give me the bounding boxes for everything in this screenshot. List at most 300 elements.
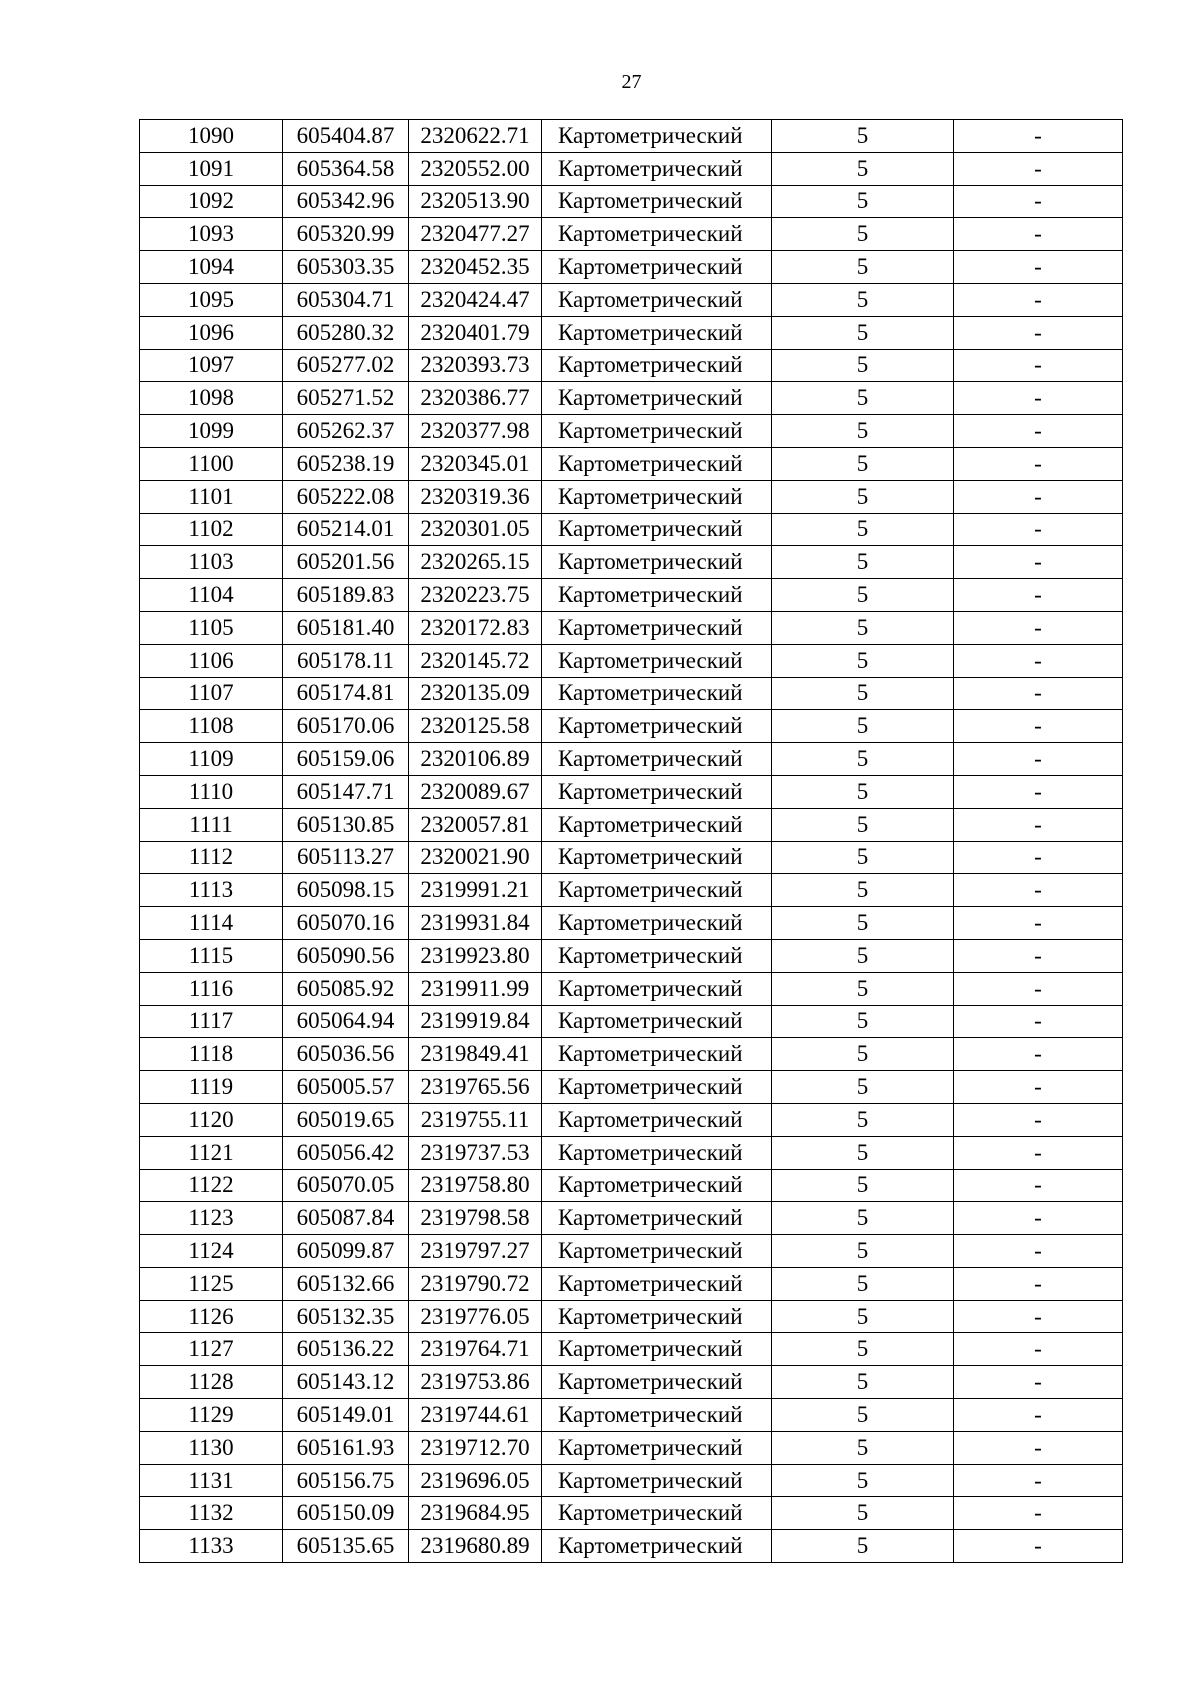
x-coordinate-cell: 605189.83	[283, 579, 409, 612]
accuracy-cell: 5	[772, 251, 954, 284]
accuracy-cell: 5	[772, 874, 954, 907]
accuracy-cell: 5	[772, 283, 954, 316]
accuracy-cell: 5	[772, 907, 954, 940]
x-coordinate-cell: 605005.57	[283, 1071, 409, 1104]
table-row	[140, 1038, 1123, 1071]
method-cell: Картометрический	[542, 447, 772, 480]
y-coordinate-cell: 2320265.15	[409, 546, 542, 579]
method-cell: Картометрический	[542, 1235, 772, 1268]
y-coordinate-cell: 2320125.58	[409, 710, 542, 743]
method-cell: Картометрический	[542, 743, 772, 776]
y-coordinate-cell: 2319712.70	[409, 1431, 542, 1464]
note-cell: -	[954, 743, 1123, 776]
accuracy-cell: 5	[772, 447, 954, 480]
method-cell: Картометрический	[542, 251, 772, 284]
method-cell: Картометрический	[542, 710, 772, 743]
x-coordinate-cell: 605113.27	[283, 841, 409, 874]
table-row	[140, 1300, 1123, 1333]
point-number-cell: 1101	[140, 480, 283, 513]
y-coordinate-cell: 2320301.05	[409, 513, 542, 546]
x-coordinate-cell: 605098.15	[283, 874, 409, 907]
y-coordinate-cell: 2320021.90	[409, 841, 542, 874]
point-number-cell: 1131	[140, 1464, 283, 1497]
accuracy-cell: 5	[772, 808, 954, 841]
y-coordinate-cell: 2319923.80	[409, 939, 542, 972]
point-number-cell: 1115	[140, 939, 283, 972]
note-cell: -	[954, 1103, 1123, 1136]
accuracy-cell: 5	[772, 1136, 954, 1169]
note-cell: -	[954, 185, 1123, 218]
y-coordinate-cell: 2319919.84	[409, 1005, 542, 1038]
method-cell: Картометрический	[542, 972, 772, 1005]
method-cell: Картометрический	[542, 907, 772, 940]
method-cell: Картометрический	[542, 513, 772, 546]
x-coordinate-cell: 605178.11	[283, 644, 409, 677]
note-cell: -	[954, 1530, 1123, 1563]
accuracy-cell: 5	[772, 1366, 954, 1399]
table-row	[140, 1267, 1123, 1300]
x-coordinate-cell: 605136.22	[283, 1333, 409, 1366]
table-row	[140, 1202, 1123, 1235]
accuracy-cell: 5	[772, 382, 954, 415]
table-row	[140, 939, 1123, 972]
accuracy-cell: 5	[772, 775, 954, 808]
y-coordinate-cell: 2320477.27	[409, 218, 542, 251]
point-number-cell: 1103	[140, 546, 283, 579]
point-number-cell: 1094	[140, 251, 283, 284]
point-number-cell: 1114	[140, 907, 283, 940]
method-cell: Картометрический	[542, 677, 772, 710]
method-cell: Картометрический	[542, 283, 772, 316]
method-cell: Картометрический	[542, 1399, 772, 1432]
accuracy-cell: 5	[772, 1267, 954, 1300]
y-coordinate-cell: 2319755.11	[409, 1103, 542, 1136]
accuracy-cell: 5	[772, 1333, 954, 1366]
point-number-cell: 1098	[140, 382, 283, 415]
point-number-cell: 1127	[140, 1333, 283, 1366]
note-cell: -	[954, 1235, 1123, 1268]
point-number-cell: 1129	[140, 1399, 283, 1432]
point-number-cell: 1097	[140, 349, 283, 382]
x-coordinate-cell: 605342.96	[283, 185, 409, 218]
x-coordinate-cell: 605150.09	[283, 1497, 409, 1530]
x-coordinate-cell: 605019.65	[283, 1103, 409, 1136]
note-cell: -	[954, 1202, 1123, 1235]
y-coordinate-cell: 2320401.79	[409, 316, 542, 349]
point-number-cell: 1092	[140, 185, 283, 218]
table-row	[140, 251, 1123, 284]
note-cell: -	[954, 579, 1123, 612]
y-coordinate-cell: 2319797.27	[409, 1235, 542, 1268]
table-row	[140, 710, 1123, 743]
accuracy-cell: 5	[772, 349, 954, 382]
method-cell: Картометрический	[542, 1497, 772, 1530]
accuracy-cell: 5	[772, 710, 954, 743]
method-cell: Картометрический	[542, 546, 772, 579]
table-row	[140, 644, 1123, 677]
x-coordinate-cell: 605149.01	[283, 1399, 409, 1432]
y-coordinate-cell: 2320386.77	[409, 382, 542, 415]
y-coordinate-cell: 2319798.58	[409, 1202, 542, 1235]
method-cell: Картометрический	[542, 1431, 772, 1464]
x-coordinate-cell: 605132.66	[283, 1267, 409, 1300]
x-coordinate-cell: 605147.71	[283, 775, 409, 808]
method-cell: Картометрический	[542, 1005, 772, 1038]
y-coordinate-cell: 2319849.41	[409, 1038, 542, 1071]
point-number-cell: 1117	[140, 1005, 283, 1038]
note-cell: -	[954, 1399, 1123, 1432]
x-coordinate-cell: 605320.99	[283, 218, 409, 251]
table-row	[140, 808, 1123, 841]
accuracy-cell: 5	[772, 1530, 954, 1563]
method-cell: Картометрический	[542, 579, 772, 612]
point-number-cell: 1112	[140, 841, 283, 874]
accuracy-cell: 5	[772, 743, 954, 776]
note-cell: -	[954, 808, 1123, 841]
note-cell: -	[954, 1464, 1123, 1497]
note-cell: -	[954, 251, 1123, 284]
point-number-cell: 1126	[140, 1300, 283, 1333]
x-coordinate-cell: 605156.75	[283, 1464, 409, 1497]
table-row	[140, 513, 1123, 546]
method-cell: Картометрический	[542, 1333, 772, 1366]
method-cell: Картометрический	[542, 841, 772, 874]
point-number-cell: 1119	[140, 1071, 283, 1104]
accuracy-cell: 5	[772, 1431, 954, 1464]
method-cell: Картометрический	[542, 1464, 772, 1497]
note-cell: -	[954, 874, 1123, 907]
x-coordinate-cell: 605064.94	[283, 1005, 409, 1038]
point-number-cell: 1106	[140, 644, 283, 677]
coordinates-table-body	[140, 120, 1123, 1563]
note-cell: -	[954, 1071, 1123, 1104]
method-cell: Картометрический	[542, 1071, 772, 1104]
y-coordinate-cell: 2319753.86	[409, 1366, 542, 1399]
x-coordinate-cell: 605132.35	[283, 1300, 409, 1333]
note-cell: -	[954, 1431, 1123, 1464]
x-coordinate-cell: 605170.06	[283, 710, 409, 743]
method-cell: Картометрический	[542, 415, 772, 448]
point-number-cell: 1121	[140, 1136, 283, 1169]
accuracy-cell: 5	[772, 579, 954, 612]
table-row	[140, 677, 1123, 710]
x-coordinate-cell: 605271.52	[283, 382, 409, 415]
x-coordinate-cell: 605161.93	[283, 1431, 409, 1464]
note-cell: -	[954, 1300, 1123, 1333]
x-coordinate-cell: 605130.85	[283, 808, 409, 841]
y-coordinate-cell: 2319931.84	[409, 907, 542, 940]
table-row	[140, 907, 1123, 940]
point-number-cell: 1090	[140, 120, 283, 153]
x-coordinate-cell: 605070.05	[283, 1169, 409, 1202]
table-row	[140, 1333, 1123, 1366]
x-coordinate-cell: 605099.87	[283, 1235, 409, 1268]
x-coordinate-cell: 605280.32	[283, 316, 409, 349]
y-coordinate-cell: 2319911.99	[409, 972, 542, 1005]
accuracy-cell: 5	[772, 415, 954, 448]
point-number-cell: 1110	[140, 775, 283, 808]
method-cell: Картометрический	[542, 120, 772, 153]
note-cell: -	[954, 644, 1123, 677]
y-coordinate-cell: 2320345.01	[409, 447, 542, 480]
method-cell: Картометрический	[542, 349, 772, 382]
accuracy-cell: 5	[772, 1169, 954, 1202]
method-cell: Картометрический	[542, 775, 772, 808]
x-coordinate-cell: 605174.81	[283, 677, 409, 710]
method-cell: Картометрический	[542, 1136, 772, 1169]
x-coordinate-cell: 605222.08	[283, 480, 409, 513]
point-number-cell: 1099	[140, 415, 283, 448]
y-coordinate-cell: 2320622.71	[409, 120, 542, 153]
point-number-cell: 1124	[140, 1235, 283, 1268]
note-cell: -	[954, 1169, 1123, 1202]
note-cell: -	[954, 152, 1123, 185]
x-coordinate-cell: 605085.92	[283, 972, 409, 1005]
y-coordinate-cell: 2319776.05	[409, 1300, 542, 1333]
point-number-cell: 1116	[140, 972, 283, 1005]
note-cell: -	[954, 480, 1123, 513]
method-cell: Картометрический	[542, 480, 772, 513]
y-coordinate-cell: 2319758.80	[409, 1169, 542, 1202]
table-row	[140, 120, 1123, 153]
note-cell: -	[954, 349, 1123, 382]
method-cell: Картометрический	[542, 152, 772, 185]
y-coordinate-cell: 2320452.35	[409, 251, 542, 284]
y-coordinate-cell: 2319991.21	[409, 874, 542, 907]
accuracy-cell: 5	[772, 972, 954, 1005]
note-cell: -	[954, 316, 1123, 349]
x-coordinate-cell: 605201.56	[283, 546, 409, 579]
table-row	[140, 874, 1123, 907]
accuracy-cell: 5	[772, 611, 954, 644]
y-coordinate-cell: 2319684.95	[409, 1497, 542, 1530]
note-cell: -	[954, 513, 1123, 546]
note-cell: -	[954, 710, 1123, 743]
x-coordinate-cell: 605143.12	[283, 1366, 409, 1399]
y-coordinate-cell: 2319696.05	[409, 1464, 542, 1497]
y-coordinate-cell: 2319744.61	[409, 1399, 542, 1432]
method-cell: Картометрический	[542, 185, 772, 218]
x-coordinate-cell: 605070.16	[283, 907, 409, 940]
point-number-cell: 1100	[140, 447, 283, 480]
table-row	[140, 447, 1123, 480]
point-number-cell: 1102	[140, 513, 283, 546]
note-cell: -	[954, 1497, 1123, 1530]
table-row	[140, 1071, 1123, 1104]
method-cell: Картометрический	[542, 1202, 772, 1235]
table-row	[140, 218, 1123, 251]
x-coordinate-cell: 605364.58	[283, 152, 409, 185]
point-number-cell: 1108	[140, 710, 283, 743]
point-number-cell: 1093	[140, 218, 283, 251]
table-row	[140, 1366, 1123, 1399]
note-cell: -	[954, 1005, 1123, 1038]
point-number-cell: 1128	[140, 1366, 283, 1399]
accuracy-cell: 5	[772, 316, 954, 349]
y-coordinate-cell: 2320393.73	[409, 349, 542, 382]
note-cell: -	[954, 546, 1123, 579]
x-coordinate-cell: 605304.71	[283, 283, 409, 316]
point-number-cell: 1125	[140, 1267, 283, 1300]
table-row	[140, 283, 1123, 316]
y-coordinate-cell: 2320552.00	[409, 152, 542, 185]
note-cell: -	[954, 1366, 1123, 1399]
y-coordinate-cell: 2320377.98	[409, 415, 542, 448]
y-coordinate-cell: 2320424.47	[409, 283, 542, 316]
note-cell: -	[954, 1136, 1123, 1169]
y-coordinate-cell: 2320106.89	[409, 743, 542, 776]
accuracy-cell: 5	[772, 185, 954, 218]
accuracy-cell: 5	[772, 1235, 954, 1268]
method-cell: Картометрический	[542, 1267, 772, 1300]
note-cell: -	[954, 415, 1123, 448]
note-cell: -	[954, 939, 1123, 972]
note-cell: -	[954, 841, 1123, 874]
accuracy-cell: 5	[772, 218, 954, 251]
table-row	[140, 316, 1123, 349]
page-number: 27	[621, 71, 642, 93]
table-row	[140, 1497, 1123, 1530]
accuracy-cell: 5	[772, 152, 954, 185]
x-coordinate-cell: 605404.87	[283, 120, 409, 153]
accuracy-cell: 5	[772, 939, 954, 972]
coordinates-table	[139, 119, 1123, 1563]
table-row	[140, 415, 1123, 448]
note-cell: -	[954, 677, 1123, 710]
table-row	[140, 185, 1123, 218]
accuracy-cell: 5	[772, 1038, 954, 1071]
accuracy-cell: 5	[772, 1202, 954, 1235]
accuracy-cell: 5	[772, 841, 954, 874]
method-cell: Картометрический	[542, 1103, 772, 1136]
note-cell: -	[954, 218, 1123, 251]
table-row	[140, 1235, 1123, 1268]
accuracy-cell: 5	[772, 1464, 954, 1497]
y-coordinate-cell: 2320223.75	[409, 579, 542, 612]
point-number-cell: 1118	[140, 1038, 283, 1071]
x-coordinate-cell: 605277.02	[283, 349, 409, 382]
note-cell: -	[954, 611, 1123, 644]
accuracy-cell: 5	[772, 1300, 954, 1333]
note-cell: -	[954, 907, 1123, 940]
x-coordinate-cell: 605159.06	[283, 743, 409, 776]
point-number-cell: 1122	[140, 1169, 283, 1202]
table-row	[140, 480, 1123, 513]
method-cell: Картометрический	[542, 316, 772, 349]
point-number-cell: 1107	[140, 677, 283, 710]
method-cell: Картометрический	[542, 1530, 772, 1563]
y-coordinate-cell: 2319764.71	[409, 1333, 542, 1366]
accuracy-cell: 5	[772, 677, 954, 710]
accuracy-cell: 5	[772, 546, 954, 579]
x-coordinate-cell: 605214.01	[283, 513, 409, 546]
x-coordinate-cell: 605087.84	[283, 1202, 409, 1235]
y-coordinate-cell: 2320172.83	[409, 611, 542, 644]
table-row	[140, 1005, 1123, 1038]
note-cell: -	[954, 382, 1123, 415]
accuracy-cell: 5	[772, 513, 954, 546]
table-row	[140, 152, 1123, 185]
table-row	[140, 1530, 1123, 1563]
y-coordinate-cell: 2320057.81	[409, 808, 542, 841]
x-coordinate-cell: 605036.56	[283, 1038, 409, 1071]
table-row	[140, 1169, 1123, 1202]
table-row	[140, 1136, 1123, 1169]
x-coordinate-cell: 605238.19	[283, 447, 409, 480]
point-number-cell: 1130	[140, 1431, 283, 1464]
table-row	[140, 611, 1123, 644]
y-coordinate-cell: 2320089.67	[409, 775, 542, 808]
y-coordinate-cell: 2319737.53	[409, 1136, 542, 1169]
accuracy-cell: 5	[772, 120, 954, 153]
table-row	[140, 841, 1123, 874]
accuracy-cell: 5	[772, 1399, 954, 1432]
accuracy-cell: 5	[772, 480, 954, 513]
y-coordinate-cell: 2320145.72	[409, 644, 542, 677]
y-coordinate-cell: 2319680.89	[409, 1530, 542, 1563]
table-row	[140, 579, 1123, 612]
point-number-cell: 1105	[140, 611, 283, 644]
method-cell: Картометрический	[542, 1366, 772, 1399]
point-number-cell: 1113	[140, 874, 283, 907]
note-cell: -	[954, 1333, 1123, 1366]
method-cell: Картометрический	[542, 1300, 772, 1333]
method-cell: Картометрический	[542, 611, 772, 644]
note-cell: -	[954, 283, 1123, 316]
point-number-cell: 1133	[140, 1530, 283, 1563]
x-coordinate-cell: 605181.40	[283, 611, 409, 644]
y-coordinate-cell: 2320513.90	[409, 185, 542, 218]
method-cell: Картометрический	[542, 218, 772, 251]
point-number-cell: 1120	[140, 1103, 283, 1136]
method-cell: Картометрический	[542, 644, 772, 677]
x-coordinate-cell: 605303.35	[283, 251, 409, 284]
note-cell: -	[954, 1038, 1123, 1071]
y-coordinate-cell: 2319790.72	[409, 1267, 542, 1300]
x-coordinate-cell: 605262.37	[283, 415, 409, 448]
note-cell: -	[954, 1267, 1123, 1300]
table-row	[140, 1399, 1123, 1432]
x-coordinate-cell: 605090.56	[283, 939, 409, 972]
note-cell: -	[954, 447, 1123, 480]
accuracy-cell: 5	[772, 1103, 954, 1136]
method-cell: Картометрический	[542, 1169, 772, 1202]
accuracy-cell: 5	[772, 644, 954, 677]
accuracy-cell: 5	[772, 1005, 954, 1038]
point-number-cell: 1095	[140, 283, 283, 316]
point-number-cell: 1104	[140, 579, 283, 612]
table-row	[140, 775, 1123, 808]
y-coordinate-cell: 2319765.56	[409, 1071, 542, 1104]
method-cell: Картометрический	[542, 874, 772, 907]
table-row	[140, 1431, 1123, 1464]
method-cell: Картометрический	[542, 382, 772, 415]
table-row	[140, 382, 1123, 415]
point-number-cell: 1132	[140, 1497, 283, 1530]
table-row	[140, 1103, 1123, 1136]
method-cell: Картометрический	[542, 1038, 772, 1071]
note-cell: -	[954, 972, 1123, 1005]
note-cell: -	[954, 120, 1123, 153]
point-number-cell: 1111	[140, 808, 283, 841]
table-row	[140, 1464, 1123, 1497]
table-row	[140, 546, 1123, 579]
point-number-cell: 1091	[140, 152, 283, 185]
x-coordinate-cell: 605135.65	[283, 1530, 409, 1563]
y-coordinate-cell: 2320319.36	[409, 480, 542, 513]
point-number-cell: 1123	[140, 1202, 283, 1235]
point-number-cell: 1109	[140, 743, 283, 776]
